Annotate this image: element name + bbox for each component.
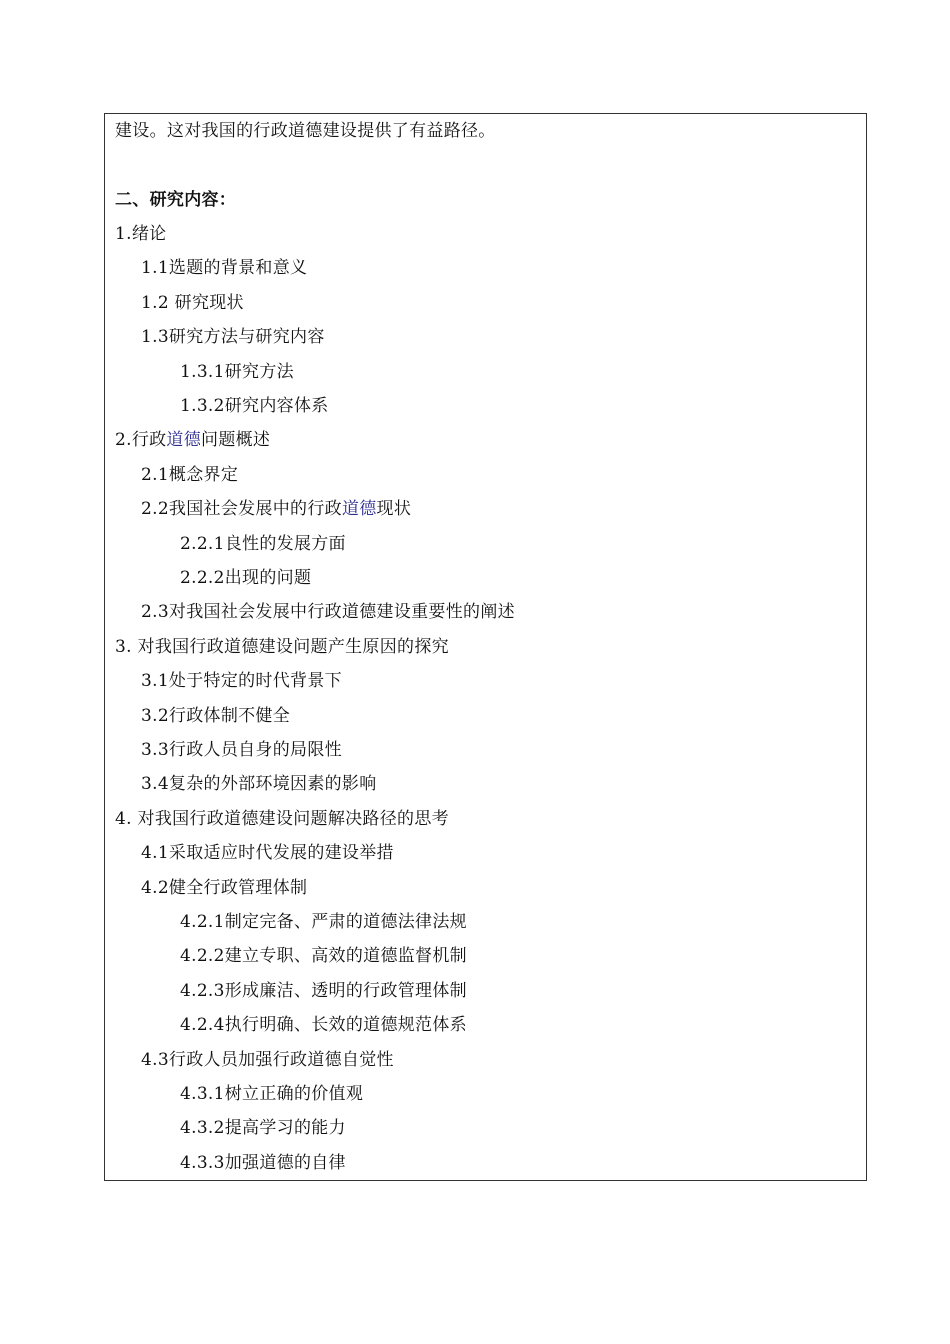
section-title: 二、研究内容： — [115, 190, 237, 210]
keyword-link[interactable]: 道德 — [341, 499, 377, 519]
outline-item: 4.1采取适应时代发展的建设举措 — [141, 843, 394, 863]
outline-item-text: 2.行政 — [115, 430, 167, 450]
outline-item: 4.3行政人员加强行政道德自觉性 — [141, 1050, 394, 1070]
outline-item: 2.3对我国社会发展中行政道德建设重要性的阐述 — [141, 602, 515, 622]
outline-item: 2.2.2出现的问题 — [180, 568, 312, 588]
outline-item: 4.2.3形成廉洁、透明的行政管理体制 — [180, 981, 467, 1001]
outline-item: 4.2.4执行明确、长效的道德规范体系 — [180, 1015, 467, 1035]
outline-item: 4.3.3加强道德的自律 — [180, 1153, 346, 1173]
outline-item: 2.1概念界定 — [141, 465, 239, 485]
outline-item: 1.1选题的背景和意义 — [141, 258, 308, 278]
outline-item: 4.2.2建立专职、高效的道德监督机制 — [180, 946, 467, 966]
outline-item: 4.3.2提高学习的能力 — [180, 1118, 346, 1138]
outline-item: 4.2健全行政管理体制 — [141, 878, 308, 898]
outline-item: 1.3.2研究内容体系 — [180, 396, 329, 416]
outline-item: 1.2 研究现状 — [141, 293, 244, 313]
outline-item — [141, 492, 411, 526]
outline-item: 3.1处于特定的时代背景下 — [141, 671, 342, 691]
outline-item: 2.2.1良性的发展方面 — [180, 534, 346, 554]
outline-item: 4. 对我国行政道德建设问题解决路径的思考 — [115, 809, 449, 829]
outline-item: 4.2.1制定完备、严肃的道德法律法规 — [180, 912, 467, 932]
outline-item-text: 现状 — [376, 499, 412, 519]
outline-item: 4.3.1树立正确的价值观 — [180, 1084, 364, 1104]
content-table-cell — [104, 113, 867, 1181]
outline-item-text: 问题概述 — [201, 430, 271, 450]
outline-item: 1.绪论 — [115, 224, 167, 244]
outline-item: 3. 对我国行政道德建设问题产生原因的探究 — [115, 637, 449, 657]
intro-tail-paragraph: 建设。这对我国的行政道德建设提供了有益路径。 — [115, 121, 496, 141]
outline-item: 3.4复杂的外部环境因素的影响 — [141, 774, 377, 794]
outline-item: 1.3研究方法与研究内容 — [141, 327, 325, 347]
outline-item — [115, 423, 270, 457]
outline-item: 1.3.1研究方法 — [180, 362, 294, 382]
keyword-link[interactable]: 道德 — [166, 430, 202, 450]
outline-item-text: 2.2我国社会发展中的行政 — [141, 499, 342, 519]
outline-item: 3.2行政体制不健全 — [141, 706, 291, 726]
outline-item: 3.3行政人员自身的局限性 — [141, 740, 342, 760]
